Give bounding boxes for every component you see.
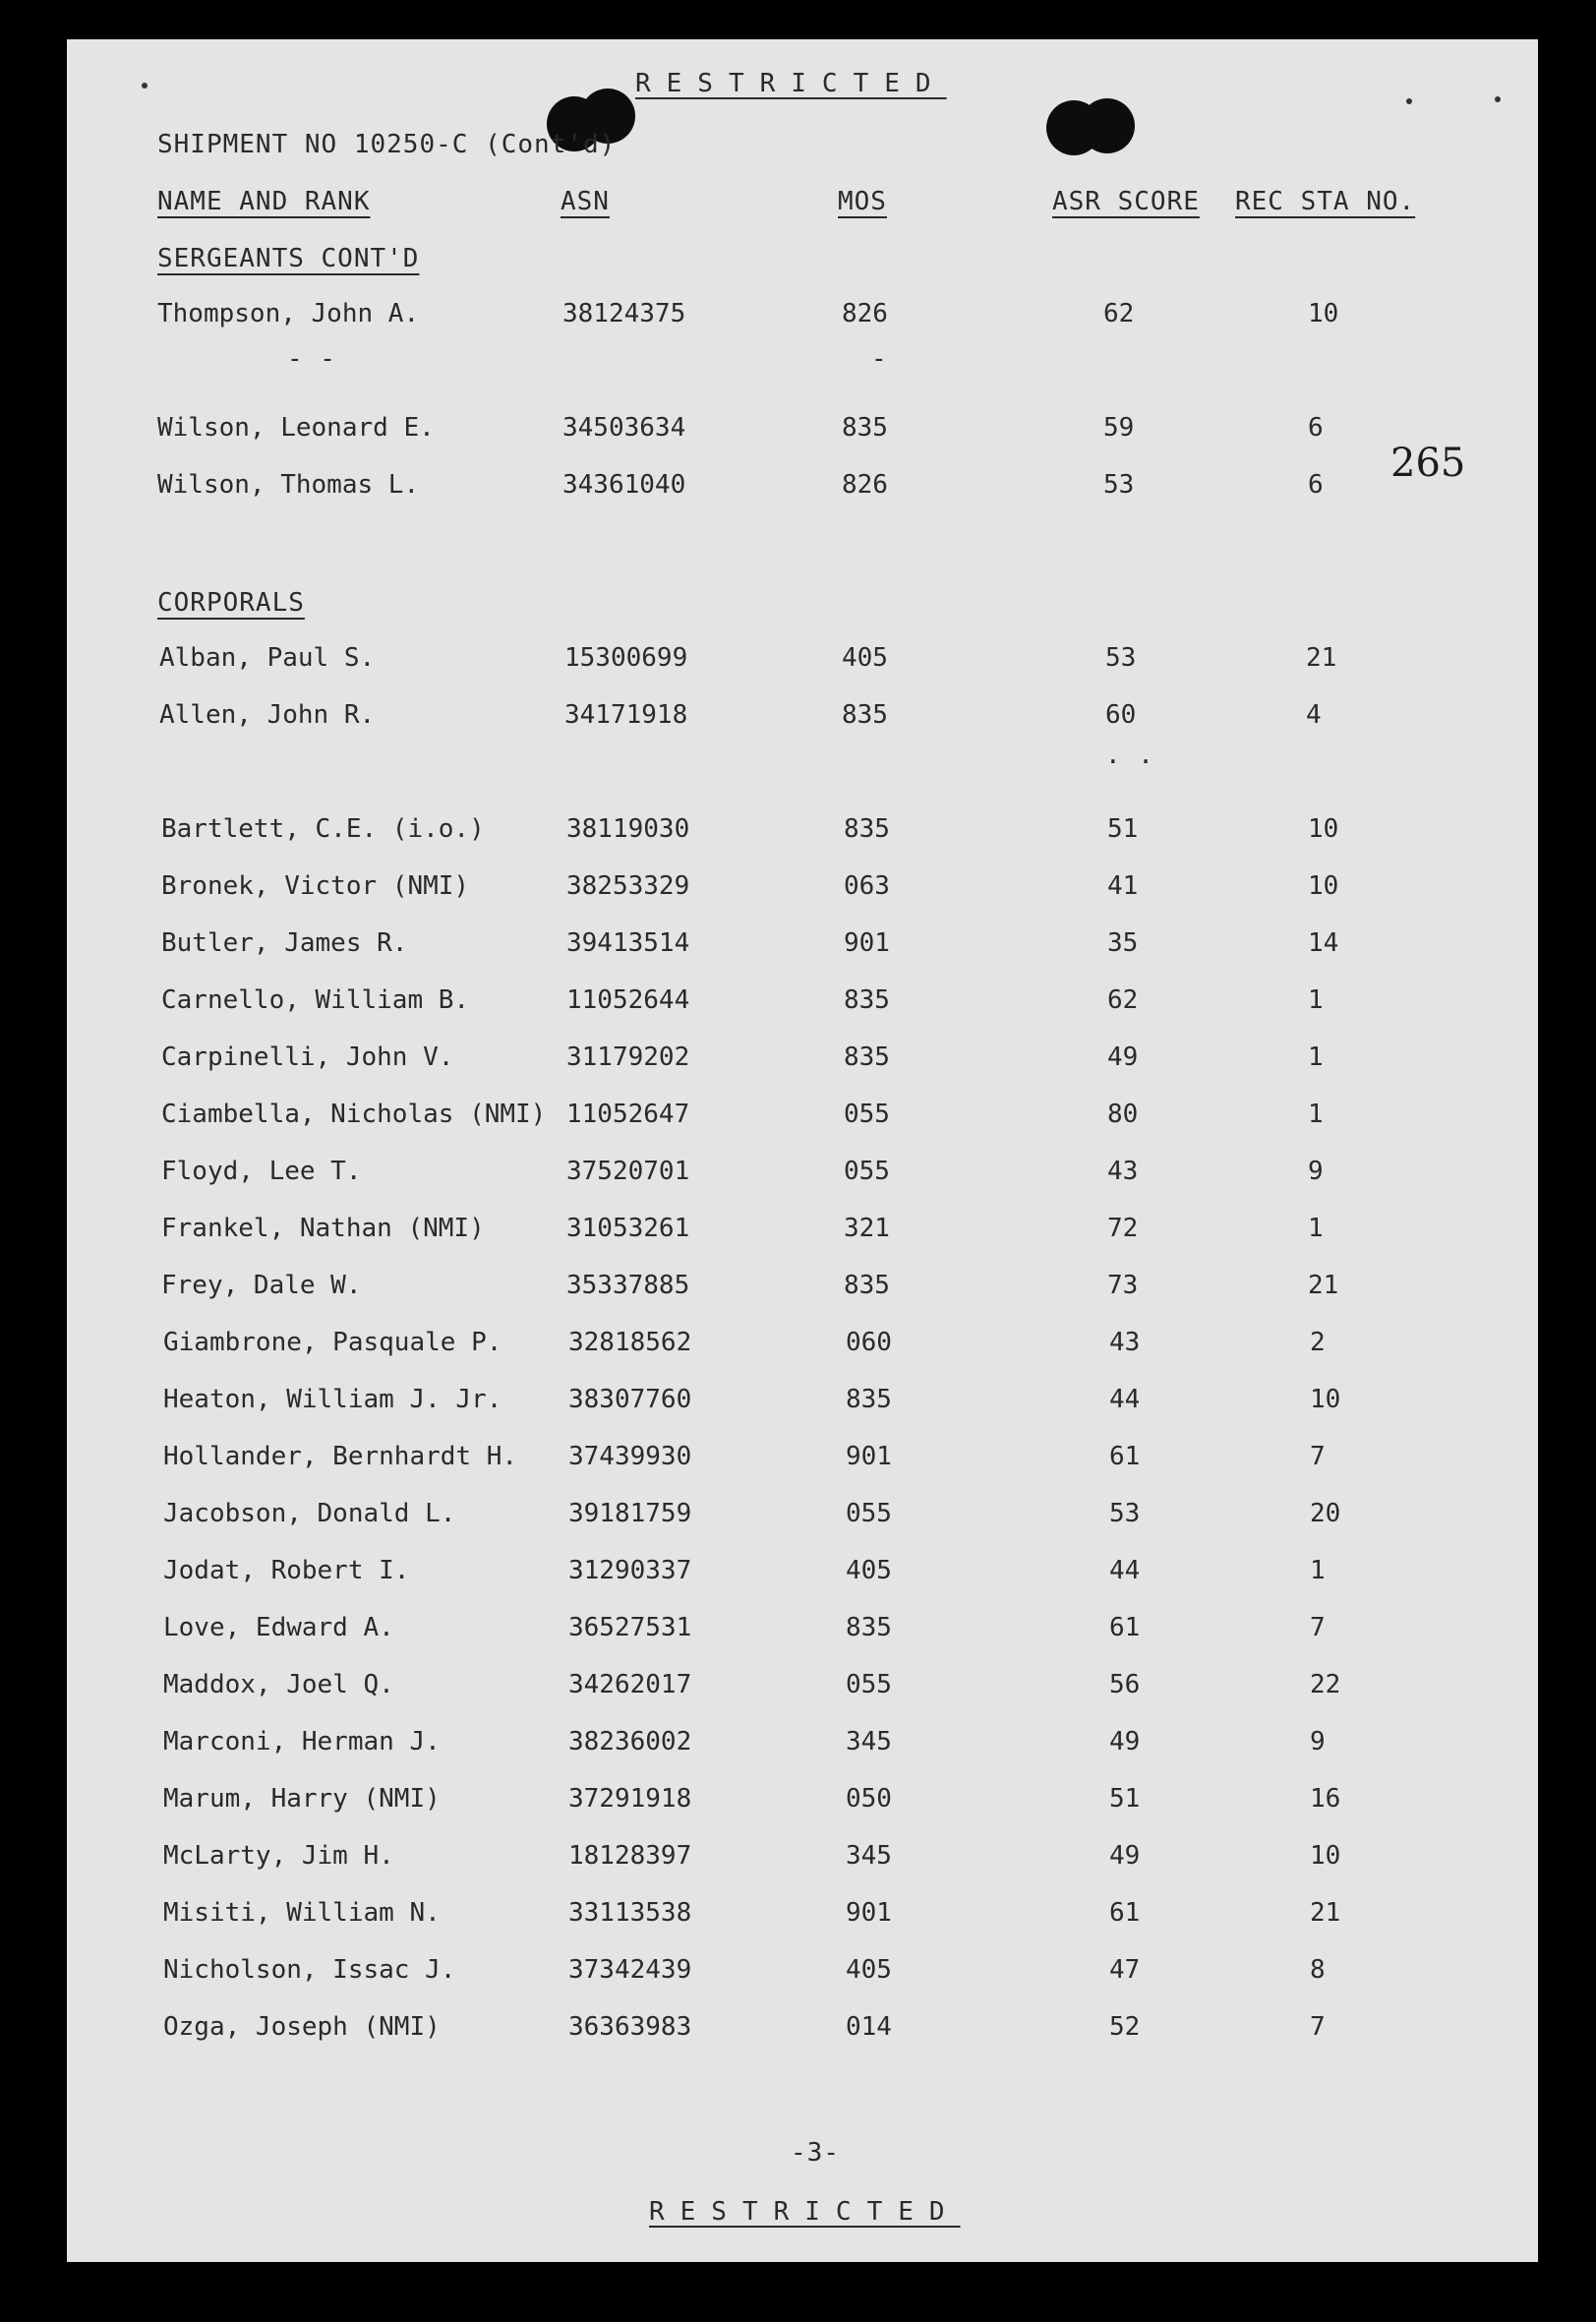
name-cell: Allen, John R. xyxy=(159,700,376,730)
rec-sta-cell: 16 xyxy=(1310,1784,1341,1814)
rec-sta-cell: 1 xyxy=(1308,985,1324,1015)
asn-cell: 15300699 xyxy=(564,643,688,673)
name-cell: Wilson, Leonard E. xyxy=(157,413,435,443)
rec-sta-cell: 9 xyxy=(1308,1157,1324,1186)
mos-cell: 835 xyxy=(846,1613,892,1642)
asr-score-cell: 72 xyxy=(1107,1214,1139,1243)
asr-score-cell: 41 xyxy=(1107,871,1139,901)
asn-cell: 31179202 xyxy=(566,1042,690,1072)
asn-cell: 31290337 xyxy=(568,1556,692,1585)
name-cell: Maddox, Joel Q. xyxy=(163,1670,394,1699)
name-cell: Bronek, Victor (NMI) xyxy=(161,871,470,901)
asn-cell: 38307760 xyxy=(568,1385,692,1414)
speck-mark xyxy=(1406,98,1412,104)
mos-cell: 835 xyxy=(846,1385,892,1414)
speck-mark xyxy=(1495,96,1501,102)
mos-cell: 405 xyxy=(846,1556,892,1585)
rec-sta-cell: 10 xyxy=(1308,299,1339,328)
rec-sta-cell: 8 xyxy=(1310,1955,1326,1985)
asr-score-cell: 47 xyxy=(1109,1955,1141,1985)
rec-sta-cell: 7 xyxy=(1310,1442,1326,1471)
asr-score-cell: 44 xyxy=(1109,1556,1141,1585)
name-cell: Carnello, William B. xyxy=(161,985,470,1015)
name-cell: Jacobson, Donald L. xyxy=(163,1499,456,1528)
punch-hole xyxy=(1080,98,1135,153)
asr-score-cell: 35 xyxy=(1107,928,1139,958)
asn-cell: 33113538 xyxy=(568,1898,692,1928)
asr-score-cell: 52 xyxy=(1109,2012,1141,2042)
mos-cell: 405 xyxy=(842,643,888,673)
name-cell: Thompson, John A. xyxy=(157,299,420,328)
asr-score-cell: 44 xyxy=(1109,1385,1141,1414)
asn-cell: 31053261 xyxy=(566,1214,690,1243)
column-header-name: NAME AND RANK xyxy=(157,187,371,216)
speck-mark xyxy=(142,83,148,89)
name-cell: Marum, Harry (NMI) xyxy=(163,1784,441,1814)
asn-cell: 37342439 xyxy=(568,1955,692,1985)
mos-cell: 060 xyxy=(846,1328,892,1357)
asn-cell: 32818562 xyxy=(568,1328,692,1357)
asn-cell: 36363983 xyxy=(568,2012,692,2042)
asn-cell: 34171918 xyxy=(564,700,688,730)
name-cell: Floyd, Lee T. xyxy=(161,1157,362,1186)
classification-top: RESTRICTED xyxy=(635,69,947,98)
asn-cell: 38124375 xyxy=(562,299,686,328)
name-cell: Bartlett, C.E. (i.o.) xyxy=(161,814,485,844)
asn-cell: 37520701 xyxy=(566,1157,690,1186)
rec-sta-cell: 1 xyxy=(1308,1100,1324,1129)
asn-cell: 38236002 xyxy=(568,1727,692,1756)
name-cell: Alban, Paul S. xyxy=(159,643,376,673)
asn-cell: 39413514 xyxy=(566,928,690,958)
document-page xyxy=(67,39,1538,2262)
name-cell: Heaton, William J. Jr. xyxy=(163,1385,502,1414)
asr-score-cell: 80 xyxy=(1107,1100,1139,1129)
asr-score-cell: 62 xyxy=(1107,985,1139,1015)
asr-score-cell: 61 xyxy=(1109,1613,1141,1642)
rec-sta-cell: 10 xyxy=(1308,814,1339,844)
name-cell: Ciambella, Nicholas (NMI) xyxy=(161,1100,547,1129)
mos-cell: 835 xyxy=(842,413,888,443)
mos-cell: 050 xyxy=(846,1784,892,1814)
name-cell: Butler, James R. xyxy=(161,928,408,958)
section-heading-corporals: CORPORALS xyxy=(157,588,305,618)
mos-cell: 901 xyxy=(844,928,890,958)
name-cell: Frey, Dale W. xyxy=(161,1271,362,1300)
name-cell: Ozga, Joseph (NMI) xyxy=(163,2012,441,2042)
asn-cell: 11052644 xyxy=(566,985,690,1015)
asn-cell: 34262017 xyxy=(568,1670,692,1699)
asn-cell: 34361040 xyxy=(562,470,686,500)
name-cell: Nicholson, Issac J. xyxy=(163,1955,456,1985)
rec-sta-cell: 1 xyxy=(1308,1042,1324,1072)
asr-score-cell: 73 xyxy=(1107,1271,1139,1300)
mos-cell: 055 xyxy=(844,1100,890,1129)
shipment-number: SHIPMENT NO 10250-C (Cont'd) xyxy=(157,130,617,159)
name-cell: Carpinelli, John V. xyxy=(161,1042,454,1072)
rec-sta-cell: 6 xyxy=(1308,470,1324,500)
mos-cell: 321 xyxy=(844,1214,890,1243)
column-header-asr-score: ASR SCORE xyxy=(1052,187,1200,216)
asr-score-cell: 53 xyxy=(1109,1499,1141,1528)
mos-cell: 014 xyxy=(846,2012,892,2042)
name-cell: Love, Edward A. xyxy=(163,1613,394,1642)
asn-cell: 37291918 xyxy=(568,1784,692,1814)
mos-cell: 901 xyxy=(846,1442,892,1471)
name-cell: Wilson, Thomas L. xyxy=(157,470,420,500)
mos-cell: 835 xyxy=(842,700,888,730)
column-header-asn: ASN xyxy=(561,187,610,216)
rec-sta-cell: 7 xyxy=(1310,2012,1326,2042)
asr-score-cell: 43 xyxy=(1109,1328,1141,1357)
asn-cell: 36527531 xyxy=(568,1613,692,1642)
name-cell: Jodat, Robert I. xyxy=(163,1556,410,1585)
asr-score-cell: 49 xyxy=(1109,1841,1141,1871)
classification-bottom: RESTRICTED xyxy=(649,2197,961,2227)
mos-cell: 055 xyxy=(846,1499,892,1528)
rec-sta-cell: 10 xyxy=(1310,1385,1341,1414)
rec-sta-cell: 10 xyxy=(1310,1841,1341,1871)
stray-mark: - - xyxy=(287,344,336,374)
name-cell: Hollander, Bernhardt H. xyxy=(163,1442,518,1471)
rec-sta-cell: 22 xyxy=(1310,1670,1341,1699)
name-cell: McLarty, Jim H. xyxy=(163,1841,394,1871)
rec-sta-cell: 14 xyxy=(1308,928,1339,958)
mos-cell: 901 xyxy=(846,1898,892,1928)
rec-sta-cell: 2 xyxy=(1310,1328,1326,1357)
mos-cell: 835 xyxy=(844,1042,890,1072)
asr-score-cell: 51 xyxy=(1107,814,1139,844)
column-header-mos: MOS xyxy=(838,187,887,216)
asn-cell: 38119030 xyxy=(566,814,690,844)
mos-cell: 826 xyxy=(842,470,888,500)
rec-sta-cell: 1 xyxy=(1310,1556,1326,1585)
rec-sta-cell: 4 xyxy=(1306,700,1322,730)
asr-score-cell: 61 xyxy=(1109,1442,1141,1471)
asr-score-cell: 53 xyxy=(1103,470,1135,500)
asn-cell: 38253329 xyxy=(566,871,690,901)
asn-cell: 35337885 xyxy=(566,1271,690,1300)
asn-cell: 34503634 xyxy=(562,413,686,443)
rec-sta-cell: 10 xyxy=(1308,871,1339,901)
stray-mark: - xyxy=(871,344,888,374)
mos-cell: 835 xyxy=(844,814,890,844)
asr-score-cell: 56 xyxy=(1109,1670,1141,1699)
section-heading-sergeants: SERGEANTS CONT'D xyxy=(157,244,420,273)
asr-score-cell: 60 xyxy=(1105,700,1137,730)
page-stamp: 265 xyxy=(1390,441,1466,486)
mos-cell: 063 xyxy=(844,871,890,901)
name-cell: Misiti, William N. xyxy=(163,1898,441,1928)
rec-sta-cell: 7 xyxy=(1310,1613,1326,1642)
mos-cell: 055 xyxy=(846,1670,892,1699)
asr-score-cell: 53 xyxy=(1105,643,1137,673)
asr-score-cell: 49 xyxy=(1109,1727,1141,1756)
rec-sta-cell: 6 xyxy=(1308,413,1324,443)
name-cell: Giambrone, Pasquale P. xyxy=(163,1328,502,1357)
column-header-rec-sta: REC STA NO. xyxy=(1235,187,1416,216)
mos-cell: 835 xyxy=(844,985,890,1015)
mos-cell: 405 xyxy=(846,1955,892,1985)
mos-cell: 055 xyxy=(844,1157,890,1186)
name-cell: Frankel, Nathan (NMI) xyxy=(161,1214,485,1243)
asr-score-cell: 59 xyxy=(1103,413,1135,443)
asr-score-cell: 62 xyxy=(1103,299,1135,328)
asr-score-cell: 49 xyxy=(1107,1042,1139,1072)
asn-cell: 37439930 xyxy=(568,1442,692,1471)
name-cell: Marconi, Herman J. xyxy=(163,1727,441,1756)
asr-score-cell: 43 xyxy=(1107,1157,1139,1186)
rec-sta-cell: 1 xyxy=(1308,1214,1324,1243)
mos-cell: 345 xyxy=(846,1841,892,1871)
asr-score-cell: 61 xyxy=(1109,1898,1141,1928)
asn-cell: 39181759 xyxy=(568,1499,692,1528)
rec-sta-cell: 21 xyxy=(1310,1898,1341,1928)
mos-cell: 826 xyxy=(842,299,888,328)
asn-cell: 18128397 xyxy=(568,1841,692,1871)
asn-cell: 11052647 xyxy=(566,1100,690,1129)
rec-sta-cell: 20 xyxy=(1310,1499,1341,1528)
mos-cell: 835 xyxy=(844,1271,890,1300)
rec-sta-cell: 21 xyxy=(1306,643,1337,673)
asr-score-cell: 51 xyxy=(1109,1784,1141,1814)
page-number: -3- xyxy=(791,2138,840,2168)
rec-sta-cell: 9 xyxy=(1310,1727,1326,1756)
stray-mark: · · xyxy=(1105,747,1154,777)
mos-cell: 345 xyxy=(846,1727,892,1756)
rec-sta-cell: 21 xyxy=(1308,1271,1339,1300)
